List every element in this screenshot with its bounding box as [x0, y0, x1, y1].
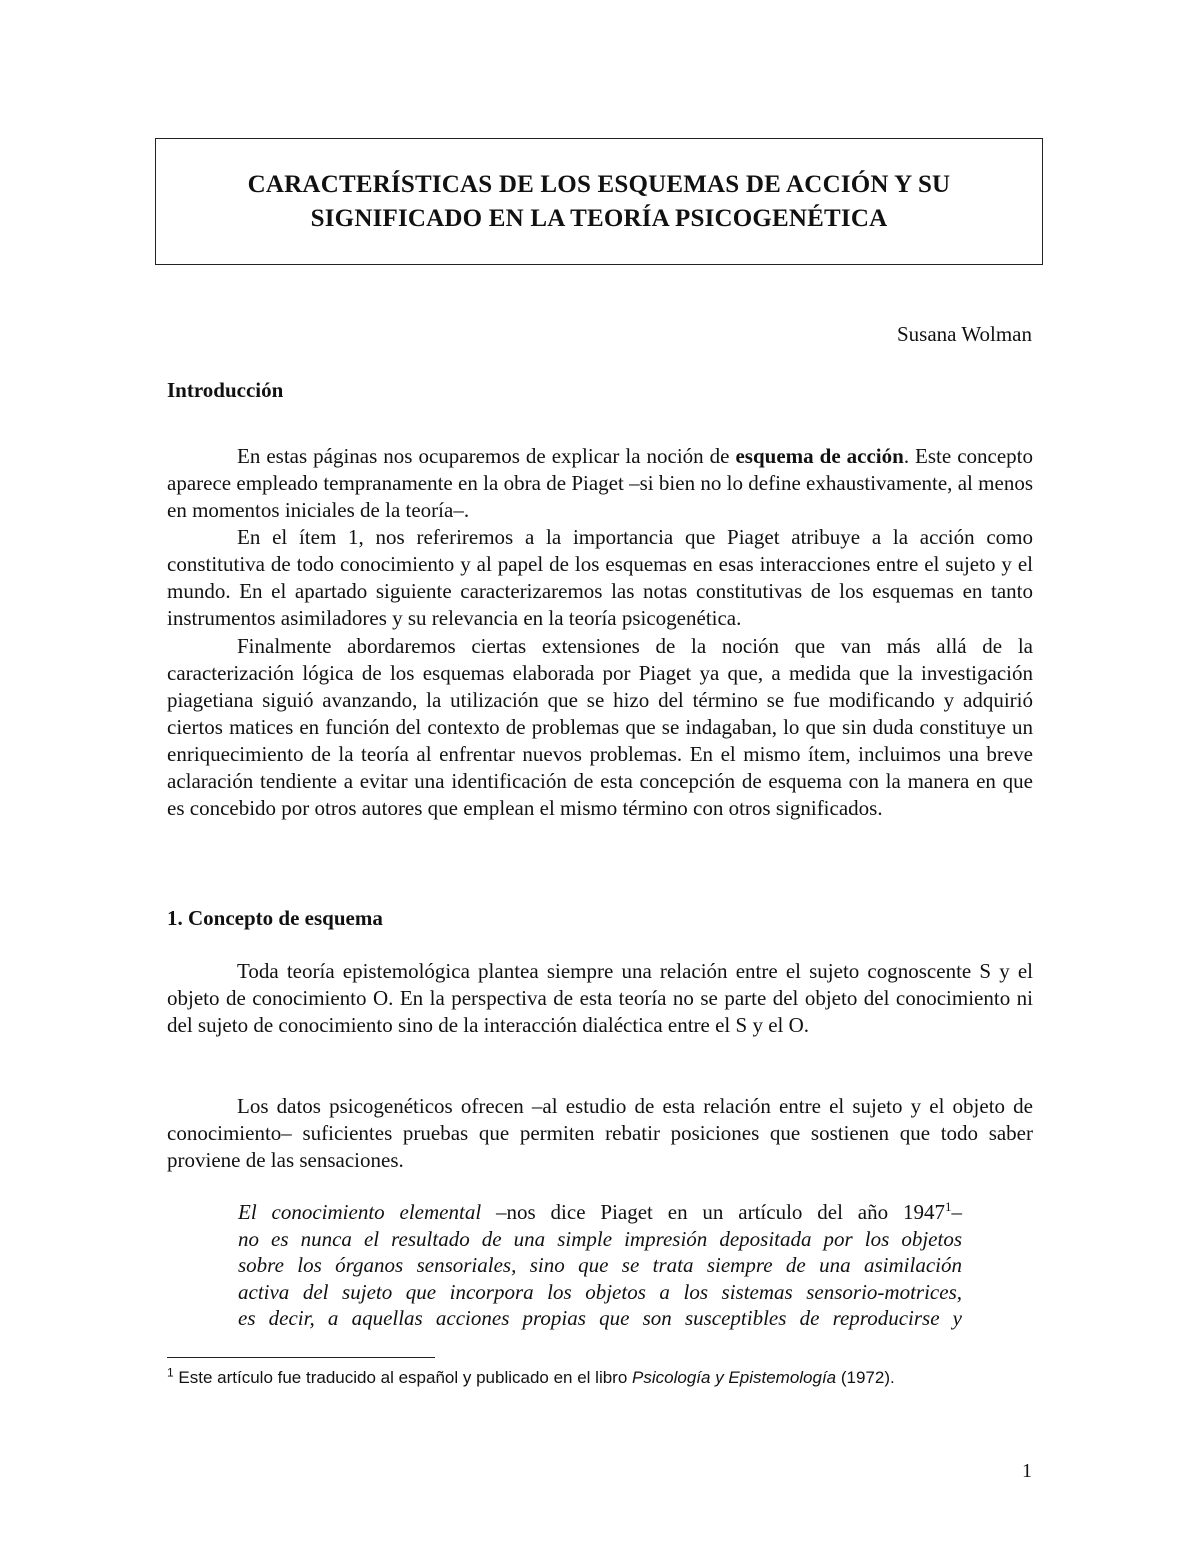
title-box — [155, 138, 1043, 265]
section-1-p2-text: Los datos psicogenéticos ofrecen –al estudio de esta relación entre el sujeto y el objeto de conocimiento– suficientes pruebas que permiten rebatir posiciones que sostienen que todo saber proviene de las sensaciones. — [167, 1094, 1033, 1172]
page-number: 1 — [1022, 1460, 1032, 1482]
footnote — [167, 1365, 1027, 1388]
intro-paragraph-1 — [167, 443, 1033, 524]
intro-p1-bold-term: esquema de acción — [735, 444, 904, 468]
section-1-paragraph-1 — [167, 958, 1033, 1039]
section-1-paragraph-2 — [167, 1093, 1033, 1174]
quote-middle: –nos dice Piaget en un artículo del año 1947 — [481, 1200, 945, 1224]
footnote-number: 1 — [167, 1365, 174, 1380]
intro-p3-text: Finalmente abordaremos ciertas extensiones de la noción que van más allá de la caracterización lógica de los esquemas elaborada por Piaget ya que, a medida que la investigación piagetiana siguió avanzando, la utilización que se hizo del término se fue modificando y adquirió ciertos matices en función del contexto de problemas que se indagaban, lo que sin duda constituye un enriquecimiento de la teoría al enfrentar nuevos problemas. En el mismo ítem, incluimos una breve aclaración tendiente a evitar una identificación de esta concepción de esquema con la manera en que es concebido por otros autores que emplean el mismo término con otros significados. — [167, 634, 1033, 820]
title-line-2: SIGNIFICADO EN LA TEORÍA PSICOGENÉTICA — [310, 204, 888, 232]
author-name: Susana Wolman — [897, 322, 1032, 346]
footnote-book-title: Psicología y Epistemología — [632, 1368, 837, 1387]
footnote-separator — [167, 1357, 435, 1358]
quote-line-2: no es nunca el resultado de una simple impresión depositada por los objetos — [238, 1226, 962, 1251]
intro-paragraph-2 — [167, 524, 1033, 632]
section-1-heading: 1. Concepto de esquema — [167, 906, 383, 930]
title-line-1: CARACTERÍSTICAS DE LOS ESQUEMAS DE ACCIÓN Y SU — [247, 170, 951, 198]
intro-p2-text: En el ítem 1, nos referiremos a la importancia que Piaget atribuye a la acción como constitutiva de todo conocimiento y al papel de los esquemas en esas interacciones entre el sujeto y el mundo. En el apartado siguiente caracterizaremos las notas constitutivas de los esquemas en tanto instrumentos asimiladores y su relevancia en la teoría psicogenética. — [167, 525, 1033, 630]
intro-p1-text-before: En estas páginas nos ocuparemos de explicar la noción de — [237, 444, 736, 468]
intro-paragraph-3 — [167, 633, 1033, 822]
quote-line-1 — [238, 1199, 962, 1226]
intro-p1-text-after: . Este concepto aparece empleado tempranamente en la obra de Piaget –si bien no lo define exhaustivamente, al menos en momentos iniciales de la teoría–. — [167, 444, 1034, 522]
quote-line-3: sobre los órganos sensoriales, sino que se trata siempre de una asimilación — [238, 1253, 962, 1277]
quote-line-4: activa del sujeto que incorpora los objetos a los sistemas sensorio-motrices, — [238, 1279, 962, 1304]
quote-dash: – — [951, 1200, 962, 1224]
footnote-text-before: Este artículo fue traducido al español y publicado en el libro — [173, 1368, 633, 1387]
footnote-reference[interactable]: 1 — [945, 1199, 952, 1214]
intro-heading: Introducción — [167, 378, 284, 402]
quote-line-5: es decir, a aquellas acciones propias que son susceptibles de reproducirse y — [238, 1306, 962, 1330]
footnote-text-after: (1972). — [836, 1368, 895, 1387]
section-1-p1-text: Toda teoría epistemológica plantea siempre una relación entre el sujeto cognoscente S y el objeto de conocimiento O. En la perspectiva de esta teoría no se parte del objeto del conocimiento ni del sujeto de conocimiento sino de la interacción dialéctica entre el S y el O. — [167, 959, 1033, 1037]
block-quote — [238, 1199, 962, 1332]
quote-italic-start: El conocimiento elemental — [238, 1200, 482, 1224]
